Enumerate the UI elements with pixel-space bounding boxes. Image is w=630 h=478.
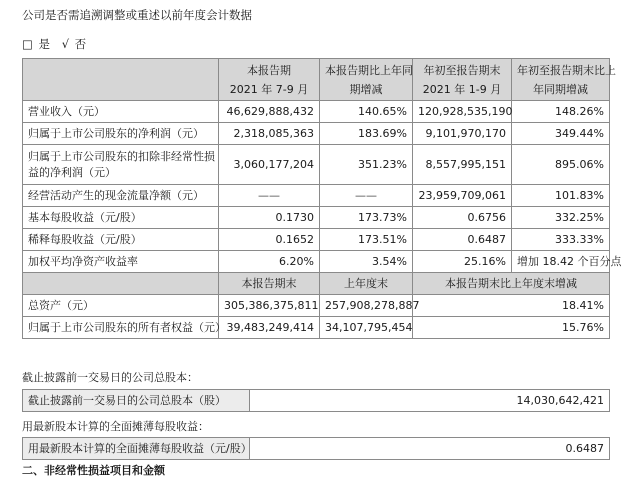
cell-value: 140.65% (320, 101, 413, 123)
row-label: 总资产（元） (23, 295, 219, 317)
cell-value: 15.76% (413, 317, 610, 339)
cell-value: 46,629,888,432 (219, 101, 320, 123)
row-label: 基本每股收益（元/股） (23, 207, 219, 229)
subheader-period-end: 本报告期末 (219, 273, 320, 295)
header-current-period: 本报告期 2021 年 7-9 月 (219, 59, 320, 101)
cell-value: 14,030,642,421 (250, 390, 610, 412)
checkbox-icon: □ (22, 37, 34, 51)
row-label: 归属于上市公司股东的扣除非经常性损 益的净利润（元） (23, 145, 219, 185)
cell-value: 332.25% (512, 207, 610, 229)
section-heading: 公司是否需追溯调整或重述以前年度会计数据 (22, 8, 252, 22)
cell-value: 9,101,970,170 (413, 123, 512, 145)
row-label: 用最新股本计算的全面摊薄每股收益（元/股） (23, 438, 250, 460)
header-period-change: 本报告期比上年同 期增减 (320, 59, 413, 101)
option-yes: 是 (38, 37, 52, 51)
table-row (23, 185, 610, 207)
table-header-row (23, 59, 610, 101)
cell-value: 0.6756 (413, 207, 512, 229)
cell-value: 25.16% (413, 251, 512, 273)
row-label: 加权平均净资产收益率 (23, 251, 219, 273)
cell-value: 0.6487 (413, 229, 512, 251)
cell-value: 0.6487 (250, 438, 610, 460)
cell-value: 349.44% (512, 123, 610, 145)
cell-value: 173.73% (320, 207, 413, 229)
cell-value: —— (219, 185, 320, 207)
cell-value: 101.83% (512, 185, 610, 207)
cell-value: 0.1730 (219, 207, 320, 229)
cell-value: 895.06% (512, 145, 610, 185)
row-label: 营业收入（元） (23, 101, 219, 123)
cell-value: 148.26% (512, 101, 610, 123)
table-row (23, 123, 610, 145)
total-shares-table (22, 389, 610, 412)
table-row (23, 438, 610, 460)
header-ytd: 年初至报告期末 2021 年 1-9 月 (413, 59, 512, 101)
cell-value: 23,959,709,061 (413, 185, 512, 207)
cell-value: 173.51% (320, 229, 413, 251)
row-label: 截止披露前一交易日的公司总股本（股） (23, 390, 250, 412)
subheader-blank (23, 273, 219, 295)
next-section-heading: 二、非经常性损益项目和金额 (22, 464, 165, 477)
cell-value: 18.41% (413, 295, 610, 317)
total-shares-note: 截止披露前一交易日的公司总股本： (22, 371, 198, 384)
cell-value: 增加 18.42 个百分点 (512, 251, 610, 273)
cell-value: 257,908,278,887 (320, 295, 413, 317)
table-row (23, 251, 610, 273)
diluted-eps-table (22, 437, 610, 460)
cell-value: 2,318,085,363 (219, 123, 320, 145)
table-row (23, 317, 610, 339)
cell-value: 333.33% (512, 229, 610, 251)
financial-data-table (22, 58, 622, 339)
row-label: 归属于上市公司股东的所有者权益（元） (23, 317, 219, 339)
cell-value: 6.20% (219, 251, 320, 273)
header-ytd-change: 年初至报告期末比上 年同期增减 (512, 59, 610, 101)
cell-value: 39,483,249,414 (219, 317, 320, 339)
cell-value: 0.1652 (219, 229, 320, 251)
table-row (23, 145, 610, 185)
table-row (23, 295, 610, 317)
cell-value: 183.69% (320, 123, 413, 145)
cell-value: 305,386,375,811 (219, 295, 320, 317)
subheader-prior-year-end: 上年度末 (320, 273, 413, 295)
table-subheader-row (23, 273, 610, 295)
cell-value: 351.23% (320, 145, 413, 185)
cell-value: 8,557,995,151 (413, 145, 512, 185)
cell-value: 3.54% (320, 251, 413, 273)
row-label: 归属于上市公司股东的净利润（元） (23, 123, 219, 145)
cell-value: 120,928,535,190 (413, 101, 512, 123)
diluted-eps-note: 用最新股本计算的全面摊薄每股收益： (22, 420, 209, 433)
option-no: 否 (74, 37, 88, 51)
subheader-change: 本报告期末比上年度末增减 (413, 273, 610, 295)
cell-value: 34,107,795,454 (320, 317, 413, 339)
table-row (23, 390, 610, 412)
restatement-options (22, 36, 87, 52)
row-label: 稀释每股收益（元/股） (23, 229, 219, 251)
header-blank (23, 59, 219, 101)
cell-value: 3,060,177,204 (219, 145, 320, 185)
table-row (23, 229, 610, 251)
checkmark-icon: √ (61, 37, 71, 51)
table-row (23, 101, 610, 123)
table-row (23, 207, 610, 229)
cell-value: —— (320, 185, 413, 207)
row-label: 经营活动产生的现金流量净额（元） (23, 185, 219, 207)
